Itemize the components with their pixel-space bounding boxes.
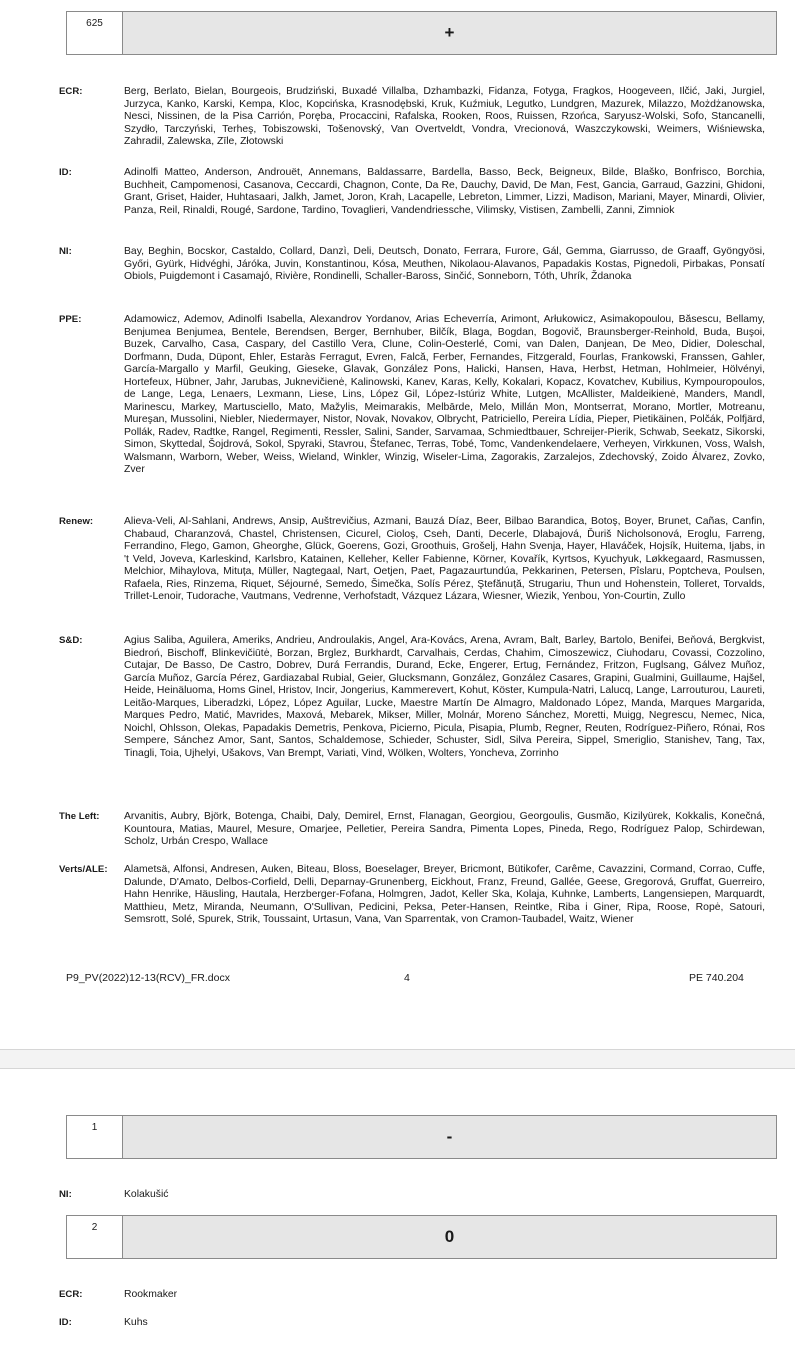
- group-members: Alametsä, Alfonsi, Andresen, Auken, Biteau, Bloss, Boeselager, Breyer, Bricmont, Bütikofer, Carême, Cavazzini, Cormand, Corrao, Cuffe, Dalunde, D'Amato, Delbos-Corfield, Delli, Deparnay-Grunenberg, Eickhout, Franz, Freund, Gallée, Geese, Gregorová, Gruffat, Guerreiro, Hahn Henrike, Häusling, Hautala, Herzberger-Fofana, Holmgren, Jadot, Keller Ska, Kolaja, Kuhnke, Lamberts, Langensiepen, Marquardt, Matthieu, Metz, Miranda, Neumann, O'Sullivan, Pedicini, Peksa, Peter-Hansen, Reintke, Riba i Giner, Ripa, Roose, Ropė, Satouri, Semsrott, Solé, Spurek, Strik, Toussaint, Urtasun, Vana, Van Sparrentak, von Cramon-Taubadel, Waitz, Wiener: [124, 864, 765, 925]
- footer-document-ref: PE 740.204: [689, 972, 744, 984]
- group-entry-ecr: [59, 86, 765, 149]
- group-members: Agius Saliba, Aguilera, Ameriks, Andrieu, Androulakis, Angel, Ara-Kovács, Arena, Avram, Balt, Barley, Bartolo, Benifei, Beňová, Bergkvist, Biedroń, Bischoff, Blinkevičiūtė, Borzan, Brglez, Burkhardt, Carvalhais, Cerdas, Chahim, Cimoszewicz, Ciuhodaru, Covassi, Cozzolino, Cutajar, De Basso, De Castro, Dobrev, Durá Ferrandis, Durand, Ecke, Engerer, Ertug, Fernández, Fritzon, Fuglsang, Gálvez Muñoz, García Muñoz, García Pérez, Gardiazabal Rubial, Geier, Glucksmann, González, González Casares, Grapini, Gualmini, Guillaume, Hajšel, Heide, Heinäluoma, Homs Ginel, Hristov, Incir, Jongerius, Kammerevert, Kohut, Köster, Kumpula-Natri, Lalucq, Lange, Larrouturou, Laureti, Leitão-Marques, Liberadzki, López, López Aguilar, Lucke, Maestre Martín De Almagro, Maldonado López, Manda, Marques Margarida, Marques Pedro, Matić, Mavrides, Maxová, Mebarek, Mikser, Miller, Molnár, Moreno Sánchez, Moretti, Muigg, Negrescu, Nemec, Nica, Noichl, Ohlsson, Olekas, Papadakis Demetris, Penkova, Picierno, Picula, Pisapia, Plumb, Regner, Reuten, Rodríguez-Piñero, Rónai, Ros Sempere, Sánchez Amor, Sant, Santos, Schaldemose, Schieder, Schuster, Sidl, Silva Pereira, Sippel, Smeriglio, Stanishev, Tang, Tax, Tinagli, Toia, Ujhelyi, Ušakovs, Van Brempt, Variati, Vind, Wölken, Wolters, Yoncheva, Zorrinho: [124, 635, 765, 759]
- vote-count: 1: [67, 1116, 123, 1158]
- group-entry-ni: [59, 1189, 765, 1202]
- group-members: Alieva-Veli, Al-Sahlani, Andrews, Ansip, Auštrevičius, Azmani, Bauzá Díaz, Beer, Bilbao Barandica, Botoş, Boyer, Brunet, Cañas, Canfin, Chabaud, Charanzová, Chastel, Christensen, Cicurel, Cioloş, Cseh, Danti, Decerle, Dlabajová, Ďuriš Nicholsonová, Eroglu, Farreng, Ferrandino, Flego, Gamon, Gheorghe, Glück, Goerens, Gozi, Groothuis, Grošelj, Hahn Svenja, Hayer, Hlaváček, Hojsík, Huitema, Ijabs, in 't Veld, Joveva, Karleskind, Karlsbro, Katainen, Kelleher, Keller Fabienne, Körner, Kovařík, Kyrtsos, Kyuchyuk, Løkkegaard, Rasmussen, Melchior, Mihaylova, Mituța, Müller, Nagtegaal, Nart, Oetjen, Paet, Pagazaurtundúa, Pekkarinen, Petersen, Pîslaru, Poptcheva, Poulsen, Rafaela, Ries, Rinzema, Riquet, Séjourné, Semedo, Šimečka, Solís Pérez, Ştefănuță, Strugariu, Thun und Hohenstein, Tolleret, Torvalds, Trillet-Lenoir, Tudorache, Vautmans, Vedrenne, Verhofstadt, Vázquez Lázara, Wiesner, Wiezik, Yenbou, Yon-Courtin, Zullo: [124, 516, 765, 602]
- group-label: ECR:: [59, 1289, 83, 1300]
- vote-result-box-for: [66, 11, 777, 55]
- group-members: Adamowicz, Ademov, Adinolfi Isabella, Alexandrov Yordanov, Arias Echeverría, Arimont, Arłukowicz, Asimakopoulou, Băsescu, Bellamy, Benjumea Benjumea, Bentele, Berendsen, Berger, Bernhuber, Bilčík, Blaga, Bogdan, Bogovič, Braunsberger-Reinhold, Buda, Buşoi, Buzek, Carvalho, Casa, Caspary, del Castillo Vera, Clune, Colin-Oesterlé, Comi, van Dalen, Danjean, De Meo, Didier, Doleschal, Dorfmann, Duda, Düpont, Ehler, Estaràs Ferragut, Evren, Falcă, Ferber, Fernandes, Fitzgerald, Fourlas, Frankowski, Franssen, Gahler, García-Margallo y Marfil, Geuking, Gieseke, Glavak, González Pons, Halicki, Hansen, Hava, Herbst, Hetman, Hohlmeier, Hölvényi, Hortefeux, Hübner, Jahr, Jarubas, Juknevičienė, Kalinowski, Kanev, Karas, Kelly, Kokalari, Kopacz, Kovatchev, Kubilius, Kympouropoulos, de Lange, Lega, Lenaers, Lexmann, Liese, Lins, López Gil, López-Istúriz White, Lutgen, McAllister, Maldeikienė, Manders, Mandl, Marinescu, Markey, Martusciello, Mato, Mažylis, Meimarakis, Melbārde, Melo, Millán Mon, Montserrat, Morano, Mortler, Motreanu, Mureşan, Mussolini, Niebler, Niedermayer, Nistor, Novak, Novakov, Olbrycht, Patriciello, Pereira Lídia, Pieper, Pietikäinen, Polčák, Polfjärd, Pollák, Radev, Radtke, Rangel, Regimenti, Ressler, Salini, Sander, Sarvamaa, Schmiedtbauer, Schreijer-Pierik, Schwab, Seekatz, Sikorski, Simon, Skyttedal, Šojdrová, Sokol, Spyraki, Stavrou, Štefanec, Terras, Tobé, Tomc, Vandenkendelaere, Verheyen, Virkkunen, Voss, Walsh, Walsmann, Warborn, Weber, Weiss, Wieland, Winkler, Winzig, Wiseler-Lima, Zagorakis, Zarzalejos, Zdechovský, Zoido Álvarez, Zovko, Zver: [124, 314, 765, 475]
- group-label: Verts/ALE:: [59, 864, 108, 875]
- group-members: Rookmaker: [124, 1289, 178, 1300]
- vote-count: 625: [67, 12, 123, 54]
- vote-count: 2: [67, 1216, 123, 1258]
- group-entry-sd: [59, 635, 765, 760]
- group-members: Berg, Berlato, Bielan, Bourgeois, Brudziński, Buxadé Villalba, Dzhambazki, Fidanza, Fotyga, Fragkos, Hoogeveen, Ilčić, Jaki, Jurgiel, Jurzyca, Kanko, Karski, Kempa, Kloc, Kopcińska, Krasnodębski, Kruk, Kuźmiuk, Legutko, Lundgren, Mazurek, Milazzo, Możdżanowska, Nesci, Nissinen, de la Pisa Carrión, Poręba, Procaccini, Rafalska, Rooken, Roos, Ruissen, Rzońca, Saryusz-Wolski, Sofo, Stancanelli, Szydło, Tarczyński, Terheş, Tobiszowski, Tošenovský, Van Overtveldt, Vondra, Vrecionová, Waszczykowski, Weimers, Wiśniewska, Zahradil, Zalewska, Zīle, Złotowski: [124, 86, 765, 147]
- group-label: The Left:: [59, 811, 100, 822]
- vote-symbol: +: [123, 12, 776, 54]
- group-label: ID:: [59, 167, 72, 178]
- group-entry-ni: [59, 246, 765, 284]
- vote-symbol: 0: [123, 1216, 776, 1258]
- group-label: ID:: [59, 1317, 72, 1328]
- document-page-2: [0, 1068, 795, 1367]
- group-entry-ppe: [59, 314, 765, 477]
- group-label: NI:: [59, 246, 72, 257]
- group-entry-ecr: [59, 1289, 765, 1302]
- group-members: Kolakušić: [124, 1189, 169, 1200]
- group-entry-id: [59, 1317, 765, 1330]
- vote-symbol: -: [123, 1116, 776, 1158]
- group-entry-verts-ale: [59, 864, 765, 927]
- group-label: ECR:: [59, 86, 83, 97]
- footer-filename: P9_PV(2022)12-13(RCV)_FR.docx: [66, 972, 230, 984]
- group-members: Bay, Beghin, Bocskor, Castaldo, Collard, Danzì, Deli, Deutsch, Donato, Ferrara, Furore, Gál, Gemma, Giarrusso, de Graaff, Gyöngyösi, Győri, Gyürk, Hidvéghi, Járóka, Juvin, Konstantinou, Kósa, Meuthen, Nikolaou-Alavanos, Papadakis Kostas, Pignedoli, Pirbakas, Ponsatí Obiols, Puigdemont i Casamajó, Rivière, Rondinelli, Schaller-Baross, Sinčić, Sonneborn, Tóth, Uhrík, Ždanoka: [124, 246, 765, 282]
- group-entry-id: [59, 167, 765, 217]
- group-members: Arvanitis, Aubry, Björk, Botenga, Chaibi, Daly, Demirel, Ernst, Flanagan, Georgiou, Georgoulis, Gusmão, Kizilyürek, Kokkalis, Konečná, Kountoura, Matias, Maurel, Mesure, Omarjee, Pelletier, Pereira Sandra, Pimenta Lopes, Pineda, Rego, Rodríguez Palop, Schirdewan, Scholz, Urbán Crespo, Wallace: [124, 811, 765, 847]
- group-entry-renew: [59, 516, 765, 604]
- group-label: PPE:: [59, 314, 82, 325]
- group-members: Kuhs: [124, 1317, 148, 1328]
- footer-page-number: 4: [404, 972, 410, 984]
- group-entry-the-left: [59, 811, 765, 849]
- vote-result-box-against: [66, 1115, 777, 1159]
- group-label: Renew:: [59, 516, 94, 527]
- group-members: Adinolfi Matteo, Anderson, Androuët, Annemans, Baldassarre, Bardella, Basso, Beck, Beigneux, Bilde, Blaško, Bonfrisco, Borchia, Buchheit, Campomenosi, Casanova, Ceccardi, Chagnon, Conte, Da Re, Dauchy, David, De Man, Fest, Gancia, Garraud, Gazzini, Ghidoni, Grant, Griset, Haider, Huhtasaari, Jalkh, Jamet, Joron, Krah, Lacapelle, Lebreton, Limmer, Lizzi, Madison, Mariani, Mayer, Minardi, Olivier, Panza, Reil, Rinaldi, Rougé, Sardone, Tardino, Tovaglieri, Vandendriessche, Vilimsky, Vistisen, Zambelli, Zanni, Zimniok: [124, 167, 765, 216]
- vote-result-box-abstain: [66, 1215, 777, 1259]
- group-label: S&D:: [59, 635, 83, 646]
- group-label: NI:: [59, 1189, 72, 1200]
